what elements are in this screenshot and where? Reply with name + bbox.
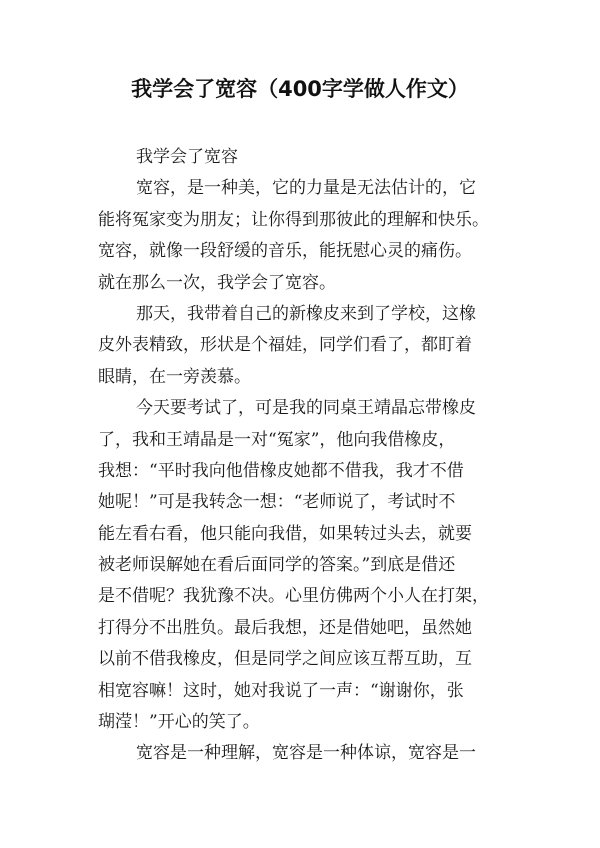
paragraph-3-line-4: 她呢！”可是我转念一想：“老师说了，考试时不	[98, 492, 456, 513]
paragraph-3-line-5: 能左看右看，他只能向我借，如果转过头去，就要	[98, 523, 472, 544]
essay-subtitle: 我学会了宽容	[136, 147, 238, 167]
paragraph-1-line-4: 就在那么一次，我学会了宽容。	[98, 272, 336, 293]
paragraph-4-line-1: 宽容是一种理解，宽容是一种体谅，宽容是一	[136, 743, 476, 764]
paragraph-3-line-10: 相宽容嘛！这时，她对我说了一声：“谢谢你，张	[98, 680, 464, 701]
paragraph-1-line-2: 能将冤家变为朋友；让你得到那彼此的理解和快乐。	[98, 209, 489, 230]
paragraph-3-line-11: 瑚滢！”开心的笑了。	[98, 712, 260, 733]
paragraph-3-line-9: 以前不借我橡皮，但是同学之间应该互帮互助，互	[98, 649, 472, 670]
paragraph-3-line-2: 了，我和王靖晶是一对“冤家”，他向我借橡皮，	[98, 429, 456, 450]
paragraph-3-line-3: 我想：“平时我向他借橡皮她都不借我，我才不借	[98, 460, 464, 481]
paragraph-3-line-8: 打得分不出胜负。最后我想，还是借她吧，虽然她	[98, 617, 472, 638]
paragraph-3-line-6: 被老师误解她在看后面同学的答案。”到底是借还	[98, 555, 456, 576]
paragraph-2-line-3: 眼睛，在一旁羡慕。	[98, 366, 251, 387]
paragraph-2-line-2: 皮外表精致，形状是个福娃，同学们看了，都盯着	[98, 335, 472, 356]
paragraph-3-line-1: 今天要考试了，可是我的同桌王靖晶忘带橡皮	[136, 398, 476, 419]
paragraph-1-line-1: 宽容，是一种美，它的力量是无法估计的，它	[136, 178, 476, 199]
essay-body	[98, 142, 508, 770]
paragraph-3-line-7: 是不借呢？我犹豫不决。心里仿佛两个小人在打架，	[98, 586, 489, 607]
document-title: 我学会了宽容（400字学做人作文）	[131, 77, 469, 101]
paragraph-2-line-1: 那天，我带着自己的新橡皮来到了学校，这橡	[136, 303, 476, 324]
paragraph-1-line-3: 宽容，就像一段舒缓的音乐，能抚慰心灵的痛伤。	[98, 241, 472, 262]
